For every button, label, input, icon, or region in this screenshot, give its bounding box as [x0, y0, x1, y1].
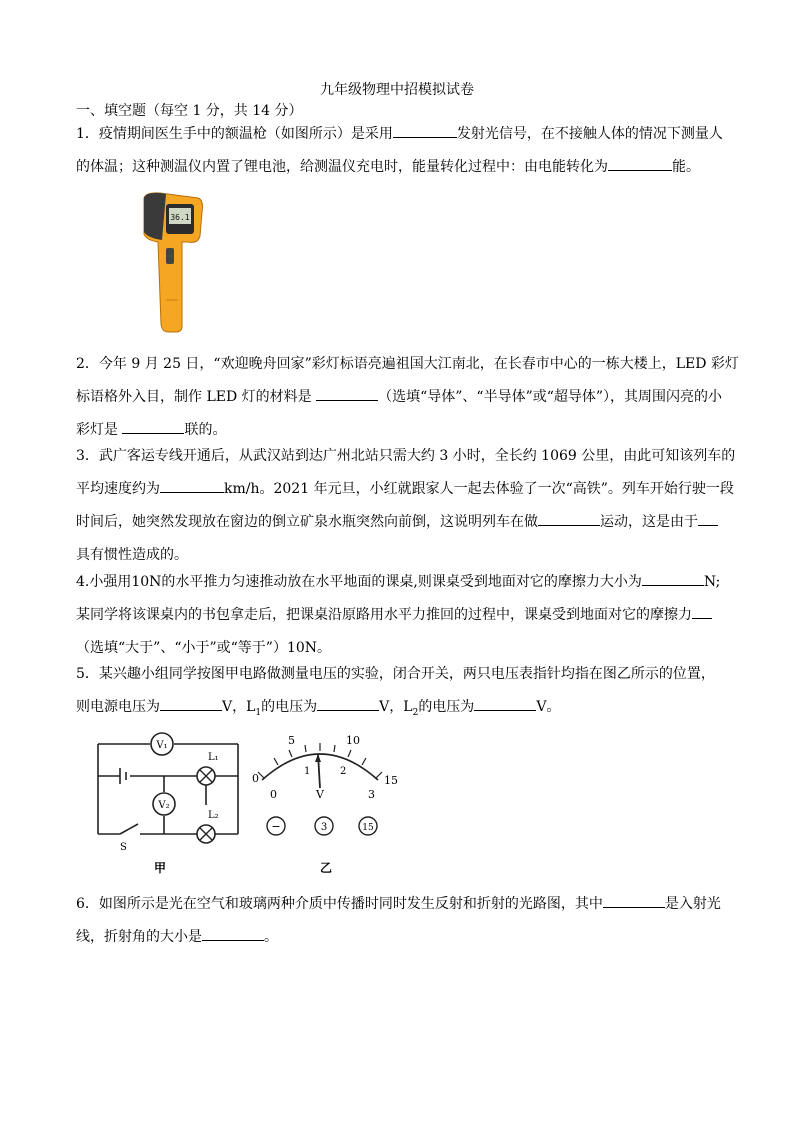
section-heading: 一、填空题（每空 1 分，共 14 分）	[76, 103, 303, 119]
label-yi: 乙	[319, 861, 333, 875]
question-1	[76, 118, 721, 184]
question-3	[76, 440, 736, 572]
q2-text-e: 联的。	[184, 422, 227, 438]
q5-text-f: 的电压为	[418, 699, 475, 715]
q6-text-a: 6．如图所示是光在空气和玻璃两种介质中传播时同时发生反射和折射的光路图，其中	[76, 896, 603, 912]
terminal-negative: −	[271, 820, 281, 833]
q3-blank-1[interactable]	[160, 477, 224, 493]
thermometer-reading: 36.1	[170, 213, 190, 222]
q5-text-a: 5．某兴趣小组同学按图甲电路做测量电压的实验，闭合开关，两只电压表指针均指在图乙所示的位置，	[76, 666, 715, 682]
q4-blank-1[interactable]	[642, 570, 704, 586]
label-switch: S	[120, 842, 127, 853]
dial-bottom-1: 1	[304, 766, 311, 777]
q4-text-c: 某同学将该课桌内的书包拿走后，把课桌沿原路用水平力推回的过程中，课桌受到地面对它的摩擦力	[76, 607, 692, 623]
label-v1: V₁	[156, 740, 168, 751]
q1-text-a: 1．疫情期间医生手中的额温枪（如图所示）是采用	[76, 126, 393, 142]
dial-top-15: 15	[384, 774, 398, 787]
q3-text-b: 平均速度约为	[76, 481, 160, 497]
question-5	[76, 658, 721, 730]
dial-bottom-0: 0	[270, 788, 277, 801]
q2-blank-2[interactable]	[122, 418, 184, 434]
label-l2: L₂	[208, 810, 219, 821]
q1-text-b: 发射光信号，在不接触人体的情况下测量人	[456, 126, 723, 142]
q3-text-e: 运动，这是由于	[600, 514, 698, 530]
dial-top-10: 10	[346, 734, 360, 747]
q1-text-d: 能。	[672, 159, 700, 175]
exam-title: 九年级物理中招模拟试卷	[320, 82, 474, 98]
q6-text-b: 是入射光	[664, 896, 721, 912]
q5-text-g: V。	[536, 699, 561, 715]
q5-text-b: 则电源电压为	[76, 699, 160, 715]
dial-bottom-2: 2	[340, 766, 347, 777]
thermometer-trigger	[166, 248, 174, 264]
q5-text-c: V，L	[222, 699, 256, 715]
q5-blank-1[interactable]	[160, 695, 222, 711]
label-jia: 甲	[153, 861, 167, 875]
q4-text-d: （选填“大于”、“小于”或“等于”）10N。	[76, 640, 332, 656]
q3-text-c: km/h。2021 年元旦，小红就跟家人一起去体验了一次“高铁”。列车开始行驶一段	[224, 481, 734, 497]
q6-text-c: 线，折射角的大小是	[76, 929, 202, 945]
q6-text-d: 。	[264, 929, 278, 945]
q2-text-a: 2．今年 9 月 25 日，“欢迎晚舟回家”彩灯标语亮遍祖国大江南北，在长春市中心的一栋大楼上，LED 彩灯	[76, 356, 739, 372]
question-6	[76, 888, 721, 954]
q1-text-c: 的体温；这种测温仪内置了锂电池，给测温仪充电时，能量转化过程中：由电能转化为	[76, 159, 608, 175]
q2-text-b: 标语格外入目，制作 LED 灯的材料是	[76, 389, 312, 405]
q5-blank-3[interactable]	[474, 695, 536, 711]
voltmeter-dial-yi	[252, 734, 398, 875]
label-v2: V₂	[158, 800, 170, 811]
q5-sub-2: 2	[412, 707, 419, 718]
voltage-circuit-figure	[94, 730, 404, 880]
q3-text-a: 3．武广客运专线开通后，从武汉站到达广州北站只需大约 3 小时，全长约 1069 公里，由此可知该列车的	[76, 448, 736, 464]
dial-top-0: 0	[252, 772, 259, 785]
q2-text-c: （选填“导体”、“半导体”或“超导体”），其周围闪亮的小	[378, 389, 723, 405]
terminal-15: 15	[362, 823, 374, 833]
q5-sub-1: 1	[255, 707, 262, 718]
dial-unit: V	[316, 788, 324, 801]
q4-text-b: N;	[703, 574, 721, 590]
infrared-thermometer-image	[136, 190, 206, 334]
q3-blank-2[interactable]	[538, 510, 600, 526]
q5-text-d: 的电压为	[261, 699, 318, 715]
q2-blank-1[interactable]	[316, 385, 378, 401]
q6-blank-2[interactable]	[202, 925, 264, 941]
q4-blank-2[interactable]	[692, 603, 712, 619]
q2-text-d: 彩灯是	[76, 422, 118, 438]
q3-text-f: 具有惯性造成的。	[76, 547, 188, 563]
question-2	[76, 348, 739, 447]
label-l1: L₁	[208, 752, 219, 763]
q1-blank-1[interactable]	[393, 122, 457, 138]
q4-text-a: 4.小强用10N的水平推力匀速推动放在水平地面的课桌,则课桌受到地面对它的摩擦力大小为	[76, 574, 642, 590]
q3-text-d: 时间后，她突然发现放在窗边的倒立矿泉水瓶突然向前倒，这说明列车在做	[76, 514, 538, 530]
q3-blank-3[interactable]	[698, 510, 718, 526]
terminal-3: 3	[320, 822, 328, 833]
q5-text-e: V，L	[379, 699, 413, 715]
dial-bottom-3: 3	[368, 788, 375, 801]
question-4	[76, 566, 721, 665]
dial-top-5: 5	[288, 734, 295, 747]
q5-blank-2[interactable]	[317, 695, 379, 711]
q6-blank-1[interactable]	[603, 892, 665, 908]
q1-blank-2[interactable]	[608, 155, 672, 171]
